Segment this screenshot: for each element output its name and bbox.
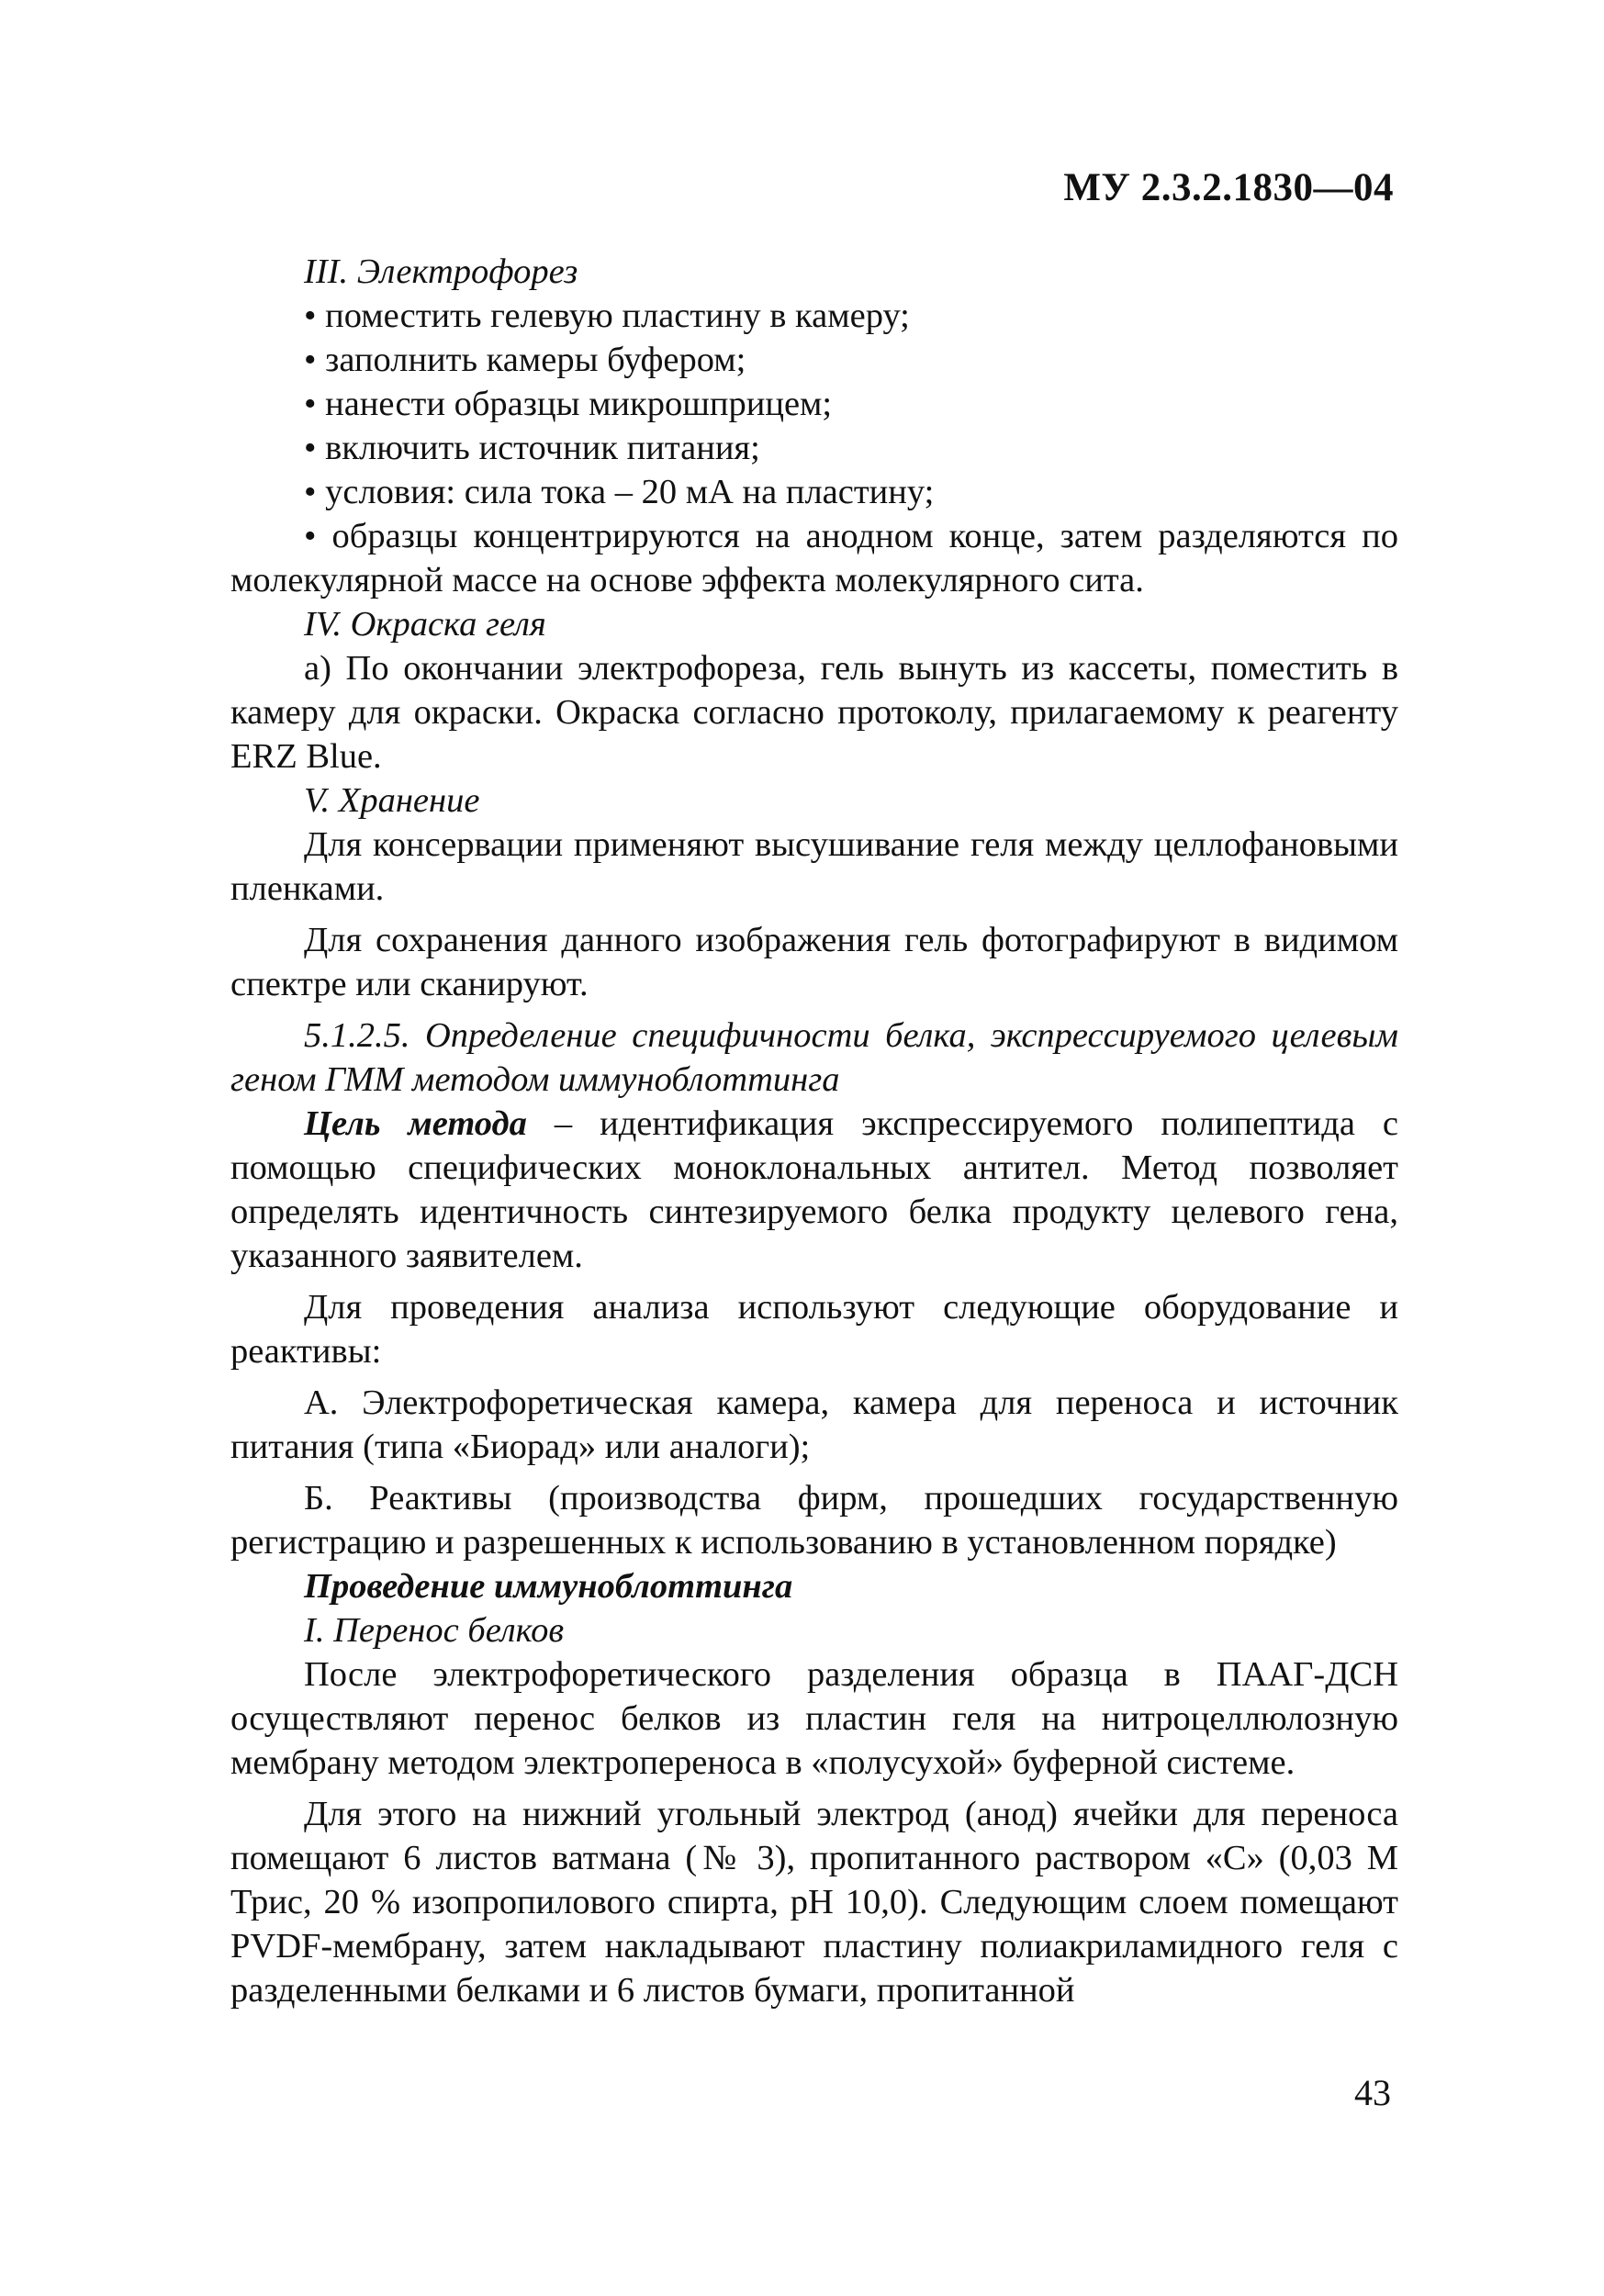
paragraph: Для этого на нижний угольный электрод (анод) ячейки для переноса помещают 6 листов ватмана (№ 3), пропитанного раствором «С» (0,03 М Трис, 20 % изопропилового спирта, pH 10,0). Следующим слоем помещают PVDF-мембрану, затем накладывают пластину полиакриламидного геля с разделенными белками и 6 листов бумаги, пропитанной [230, 1795, 1398, 2010]
paragraph: После электрофоретического разделения образца в ПААГ-ДСН осуществляют перенос белков из пластин геля на нитроцеллюлозную мембрану методом электропереноса в «полусухой» буферной системе. [230, 1655, 1398, 1782]
bullet-item: • нанести образцы микрошприцем; [230, 382, 1398, 426]
bullet-item: • включить источник питания; [230, 426, 1398, 470]
procedure-title: Проведение иммуноблоттинга [304, 1567, 793, 1606]
paragraph: Для сохранения данного изображения гель фотографируют в видимом спектре или сканируют. [230, 921, 1398, 1003]
paragraph: а) По окончании электрофореза, гель вынуть из кассеты, поместить в камеру для окраски. Окраска согласно протоколу, прилагаемому к реагенту ERZ Blue. [230, 649, 1398, 776]
transfer-title: I. Перенос белков [304, 1611, 565, 1650]
page-number: 43 [1354, 2072, 1391, 2113]
section-title-electrophoresis: III. Электрофорез [304, 252, 578, 291]
goal-text: – идентификация экспрессируемого полипептида с помощью специфических моноклональных антител. Метод позволяет определять идентичность синтезируемого белка продукту целевого гена, указанного заявителем. [230, 1104, 1398, 1275]
bullet-item: • поместить гелевую пластину в камеру; [230, 294, 1398, 338]
subsection-title: 5.1.2.5. Определение специфичности белка, экспрессируемого целевым геном ГММ методом иммуноблоттинга [230, 1016, 1398, 1099]
section-title-storage: V. Хранение [304, 781, 480, 820]
bullet-item: • условия: сила тока – 20 мА на пластину; [230, 470, 1398, 514]
section-title-gel-staining: IV. Окраска геля [304, 605, 546, 644]
list-item: Б. Реактивы (производства фирм, прошедших государственную регистрацию и разрешенных к использованию в установленном порядке) [230, 1479, 1398, 1562]
list-item: А. Электрофоретическая камера, камера для переноса и источник питания (типа «Биорад» или аналоги); [230, 1383, 1398, 1466]
paragraph: Для проведения анализа используют следующие оборудование и реактивы: [230, 1288, 1398, 1371]
document-code: МУ 2.3.2.1830—04 [1063, 166, 1394, 209]
paragraph: Для консервации применяют высушивание геля между целлофановыми пленками. [230, 825, 1398, 908]
bullet-item: • заполнить камеры буфером; [230, 338, 1398, 382]
bullet-item: • образцы концентрируются на анодном конце, затем разделяются по молекулярной массе на основе эффекта молекулярного сита. [230, 514, 1398, 602]
paragraph [230, 1102, 1398, 1278]
page-content [230, 250, 1398, 2012]
goal-label: Цель метода [304, 1104, 527, 1143]
